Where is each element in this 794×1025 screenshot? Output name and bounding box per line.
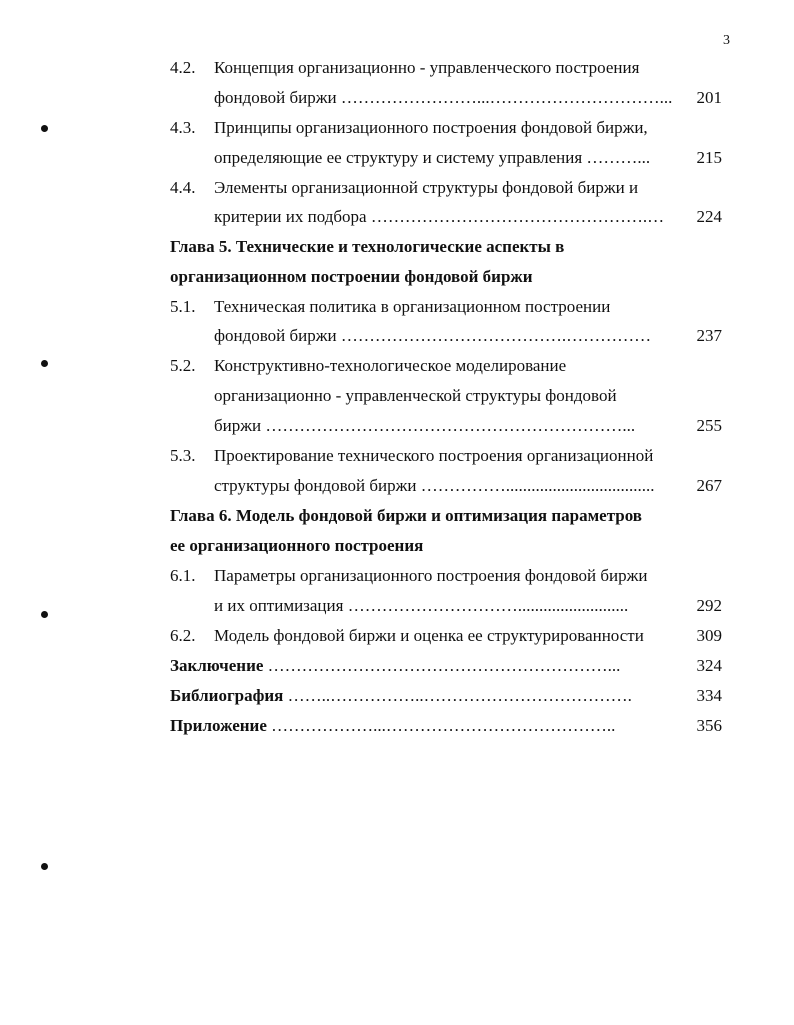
toc-entry-page: 201	[696, 88, 722, 107]
toc-entry-title: Элементы организационной структуры фондовой биржи и	[214, 178, 639, 197]
chapter-heading-continued: ее организационного построения	[170, 536, 424, 555]
dot-leader: ………………...…………………………………..	[266, 716, 616, 735]
toc-entry-title: Модель фондовой биржи и оценка ее структурированности	[214, 626, 644, 645]
section-label: Приложение	[170, 716, 267, 735]
dot-leader: ……………………………………………………...	[263, 656, 621, 675]
toc-entry-number: 4.2.	[170, 58, 196, 77]
toc-entry-page: 237	[696, 326, 722, 345]
toc-entry-title: Техническая политика в организационном построении	[214, 297, 611, 316]
section-label: Библиография	[170, 686, 284, 705]
toc-entry-number: 6.2.	[170, 626, 196, 645]
toc-entry-page: 224	[696, 207, 722, 226]
dot-leader: ……..……………..……………………………….	[283, 686, 632, 705]
toc-entry-page: 292	[696, 596, 722, 615]
toc-entry-title: Принципы организационного построения фондовой биржи,	[214, 118, 648, 137]
toc-entry-page: 334	[696, 686, 722, 705]
toc-entry-number: 5.3.	[170, 446, 196, 465]
toc-entry-title-continued: критерии их подбора ………………………………………….…	[214, 207, 665, 226]
toc-entry-page: 255	[696, 416, 722, 435]
toc-entry-page: 215	[696, 148, 722, 167]
toc-entry-title: Концепция организационно - управленческого построения	[214, 58, 640, 77]
toc-entry-title-continued: фондовой биржи ………………………………….……………	[214, 326, 652, 345]
toc-entry-page: 267	[696, 476, 722, 495]
toc-entry-title-continued: структуры фондовой биржи ……………...................................	[214, 476, 655, 495]
toc-entry-number: 6.1.	[170, 566, 196, 585]
toc-entry-page: 324	[696, 656, 722, 675]
toc-entry-title: Проектирование технического построения организационной	[214, 446, 654, 465]
toc-entry-title: Конструктивно-технологическое моделирование	[214, 356, 567, 375]
toc-entry-page: 309	[696, 626, 722, 645]
toc-entry-title: Параметры организационного построения фондовой биржи	[214, 566, 648, 585]
chapter-heading-continued: организационном построении фондовой биржи	[170, 267, 533, 286]
chapter-heading: Глава 5. Технические и технологические аспекты в	[170, 237, 565, 256]
toc-entry-title-continued: фондовой биржи ……………………...…………………………...	[214, 88, 673, 107]
binder-hole-mark	[41, 863, 48, 870]
toc-entry-page: 356	[696, 716, 722, 735]
page-number: 3	[723, 33, 730, 48]
toc-entry-title	[170, 716, 615, 736]
toc-entry-number: 4.3.	[170, 118, 196, 137]
toc-entry-number: 5.2.	[170, 356, 196, 375]
toc-entry-title-continued: биржи ………………………………………………………...	[214, 416, 636, 435]
toc-entry-number: 4.4.	[170, 178, 196, 197]
toc-entry-title-continued: и их оптимизация …………………………..........................	[214, 596, 629, 615]
chapter-heading: Глава 6. Модель фондовой биржи и оптимизация параметров	[170, 506, 642, 525]
toc-entry-title-continued: определяющие ее структуру и систему управления ………...	[214, 148, 651, 167]
toc-entry-title	[170, 686, 632, 706]
section-label: Заключение	[170, 656, 264, 675]
toc-entry-title-continued: организационно - управленческой структуры фондовой	[214, 386, 617, 405]
toc-entry-title	[170, 656, 620, 676]
toc-entry-number: 5.1.	[170, 297, 196, 316]
